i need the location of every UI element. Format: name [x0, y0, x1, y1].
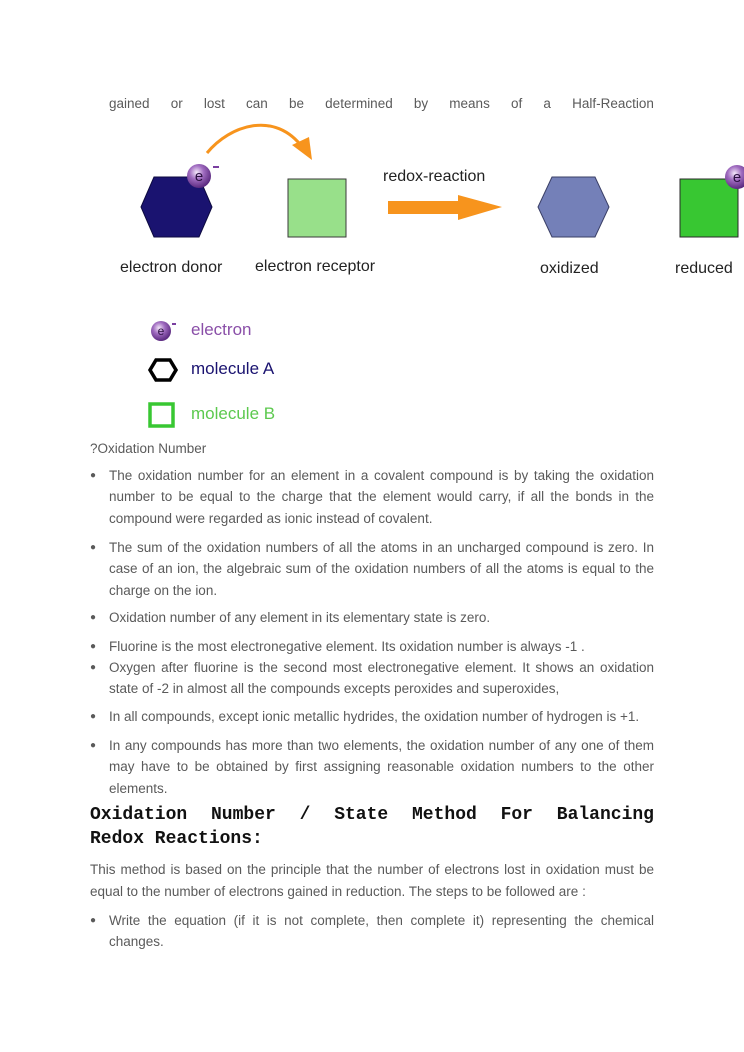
intro-word: gained [109, 96, 150, 111]
intro-word: can [246, 96, 268, 111]
list-item: ● Write the equation (if it is not complete, then complete it) representing the chemical changes. [90, 910, 654, 953]
bullet-icon: ● [90, 641, 97, 652]
list-item: ● Fluorine is the most electronegative element. Its oxidation number is always -1 . [90, 636, 654, 657]
electron-receptor-label: electron receptor [255, 258, 376, 275]
legend-item-electron [146, 319, 252, 343]
list-item: ● Oxygen after fluorine is the second most electronegative element. It shows an oxidation state of -2 in almost all the compounds excepts peroxides and superoxides, [90, 657, 654, 700]
oxidized-label: oxidized [540, 260, 599, 277]
electron-icon [187, 164, 219, 188]
section-label: ?Oxidation Number [90, 441, 207, 456]
bullet-icon: ● [90, 915, 97, 926]
list-item: ● In any compounds has more than two elements, the oxidation number of any one of them may have to be obtained by first assigning reasonable oxidation numbers to the other elements. [90, 735, 654, 799]
bullet-icon: ● [90, 662, 97, 673]
intro-word: lost [203, 96, 225, 111]
intro-word: determined [325, 96, 393, 111]
intro-word: a [543, 96, 551, 111]
electron-receptor-square-icon [288, 179, 346, 237]
intro-word: Half-Reaction [572, 96, 654, 111]
square-icon [146, 402, 180, 428]
reduced-label: reduced [675, 260, 733, 277]
heading-word: Balancing [556, 805, 654, 825]
heading-word: State [334, 805, 389, 825]
intro-word: be [288, 96, 305, 111]
list-item: ● Oxidation number of any element in its elementary state is zero. [90, 607, 654, 628]
reaction-arrow-icon [388, 195, 502, 220]
heading-word: / [299, 805, 311, 825]
intro-word: by [413, 96, 429, 111]
bullet-icon: ● [90, 542, 97, 553]
redox-diagram [0, 115, 744, 295]
intro-word: or [170, 96, 183, 111]
curved-arrow-icon [207, 125, 312, 160]
heading-word: For [500, 805, 533, 825]
method-paragraph: This method is based on the principle that the number of electrons lost in oxidation must be equal to the number of electrons gained in reduction. The steps to be followed are : [90, 862, 654, 899]
legend-item-molecule-b [146, 402, 276, 428]
svg-text:e: e [157, 324, 165, 338]
legend-item-molecule-a [146, 357, 275, 383]
heading-line-2: Redox Reactions: [90, 829, 263, 849]
list-item: ● In all compounds, except ionic metallic hydrides, the oxidation number of hydrogen is +1. [90, 706, 654, 727]
redox-reaction-label: redox-reaction [383, 168, 486, 185]
bullet-icon: ● [90, 470, 97, 481]
heading-word: Oxidation [90, 805, 188, 825]
electron-icon [146, 319, 180, 343]
heading-word: Method [411, 805, 477, 825]
hexagon-icon [146, 357, 180, 383]
legend-label: electron [191, 320, 252, 339]
intro-line [109, 96, 654, 111]
intro-word: of [510, 96, 523, 111]
svg-text:e: e [732, 169, 742, 186]
reduced-square-icon [680, 179, 738, 237]
bullet-icon: ● [90, 711, 97, 722]
list-item: ● The sum of the oxidation numbers of all the atoms in an uncharged compound is zero. In case of an ion, the algebraic sum of the oxidation numbers of all the atoms is equal to the charge on the ion. [90, 537, 654, 601]
electron-donor-label: electron donor [120, 259, 223, 276]
bullet-icon: ● [90, 740, 97, 751]
svg-text:e: e [194, 168, 204, 185]
legend-label: molecule B [191, 404, 276, 423]
section-heading [90, 803, 654, 851]
heading-word: Number [211, 805, 276, 825]
bullet-icon: ● [90, 612, 97, 623]
intro-word: means [449, 96, 490, 111]
legend-label: molecule A [191, 359, 275, 378]
list-item: ● The oxidation number for an element in a covalent compound is by taking the oxidation number to be equal to the charge that the element would carry, if all the bonds in the compound were regarded as ionic instead of covalent. [90, 465, 654, 529]
oxidized-hexagon-icon [538, 177, 609, 237]
